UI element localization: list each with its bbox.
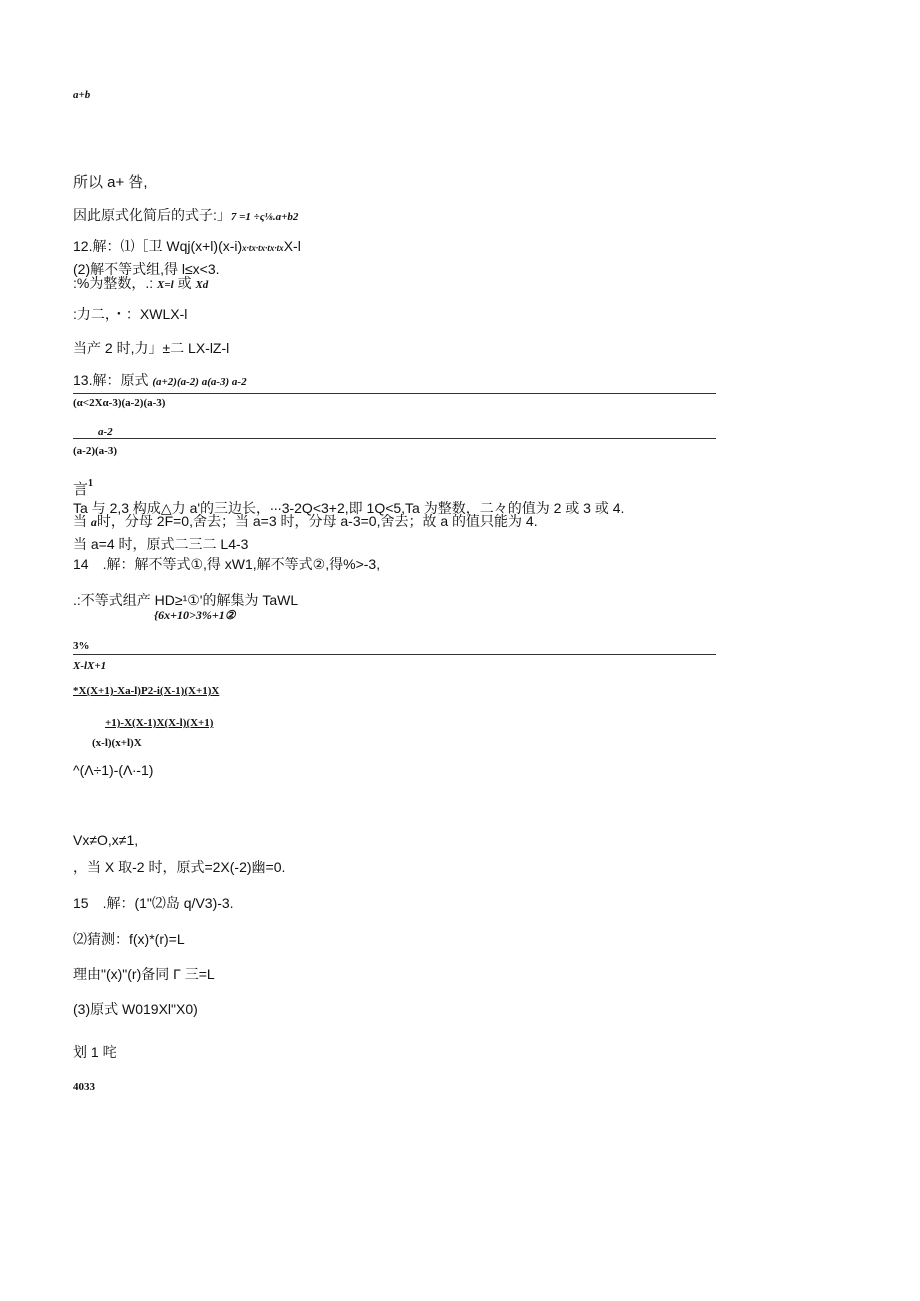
line-caret: ^(Λ÷1)-(Λ∙-1) bbox=[73, 762, 154, 778]
line-integer bbox=[73, 276, 208, 291]
line-li2: :力二，・：XWLX-l bbox=[73, 306, 188, 322]
line-dang-rest: 时，分母 2F=0,舍去；当 a=3 时，分母 a-3=0,舍去；故 a 的值只能为 4. bbox=[96, 513, 538, 529]
line-dang-a: a bbox=[90, 515, 97, 529]
top-fraction: a+b bbox=[73, 89, 91, 101]
line-bdsz: .:不等式组产 HD≥¹①'的解集为 TaWL bbox=[73, 592, 299, 608]
line-xix: X-lX+1 bbox=[73, 660, 107, 672]
line-suoyi: 所以 a+ 咎, bbox=[73, 174, 148, 191]
line-integer-text: :%为整数，.: bbox=[73, 275, 154, 291]
line-13 bbox=[73, 373, 247, 388]
line-integer-x1: X=l bbox=[157, 279, 174, 291]
line-yan-sup: 1 bbox=[88, 478, 94, 489]
line-a2-denominator: (a-2)(a-3) bbox=[73, 445, 117, 457]
line-12-2: (2)解不等式组,得 l≤x<3. bbox=[73, 261, 220, 277]
line-4033: 4033 bbox=[73, 1081, 95, 1093]
line-dangchan: 当产 2 时,力」±二 LX-lZ-l bbox=[73, 340, 230, 356]
line-star: *X(X+1)-Xa-l)P2-i(X-1)(X+1)X bbox=[73, 685, 220, 697]
line-a2-numerator: a-2 bbox=[98, 426, 113, 438]
line-13-numerator: (a+2)(a-2) a(a-3) a-2 bbox=[152, 376, 247, 388]
fraction-bar bbox=[73, 654, 716, 655]
line-yan bbox=[73, 478, 94, 498]
line-15: 15 .解：(1"⑵岛 q/V3)-3. bbox=[73, 895, 234, 911]
line-integer-xd: Xd bbox=[195, 279, 209, 291]
line-ta: Ta 与 2,3 构成△力 a'的三边长，∙∙∙3-2Q<3+2,即 1Q<5,Ta 为整数，二々的值为 2 或 3 或 4. bbox=[73, 500, 625, 516]
line-12 bbox=[73, 239, 301, 253]
line-vx: Vx≠O,x≠1, bbox=[73, 832, 139, 848]
line-guess: ⑵猜测：f(x)*(r)=L bbox=[73, 931, 185, 947]
line-xl: (x-l)(x+l)X bbox=[92, 737, 142, 749]
line-12-tail: X-l bbox=[283, 238, 301, 254]
line-yan-text: 言 bbox=[73, 481, 89, 498]
line-dang-text: 当 bbox=[73, 513, 87, 529]
line-12-text: 12.解：⑴［卫 Wqj(x+l)(x-i) bbox=[73, 238, 243, 254]
line-13-text: 13.解：原式 bbox=[73, 372, 149, 388]
line-a4: 当 a=4 时，原式二三二 L4-3 bbox=[73, 536, 249, 552]
line-13-denominator: (α<2Xα-3)(a-2)(a-3) bbox=[73, 397, 166, 409]
line-yinci-text: 因此原式化简后的式子:」 bbox=[73, 207, 231, 223]
line-integer-or: 或 bbox=[177, 275, 192, 291]
line-dangx: ，当 X 取-2 时，原式=2X(-2)幽=0. bbox=[73, 859, 286, 875]
line-hua: 划 1 咤 bbox=[73, 1044, 117, 1060]
fraction-bar bbox=[73, 438, 716, 439]
line-reason: 理由"(x)"(r)备同 Γ 三=L bbox=[73, 966, 215, 982]
line-14: 14 .解：解不等式①,得 xW1,解不等式②,得%>-3, bbox=[73, 556, 381, 572]
fraction-bar bbox=[73, 393, 716, 394]
line-plus1: +1)-X(X-1)X(X-l)(X+1) bbox=[105, 717, 214, 729]
line-dang bbox=[73, 514, 538, 528]
line-yinci bbox=[73, 208, 298, 223]
line-3: (3)原式 W019Xl"X0) bbox=[73, 1001, 198, 1017]
line-12-expr: x·tx·tx·tx·tx bbox=[242, 243, 284, 253]
line-bdsz-system: {6x+10>3%+1② bbox=[154, 608, 236, 622]
line-yinci-expr: 7 =1 ÷ς⅛.a+b2 bbox=[230, 211, 299, 223]
line-3pct: 3% bbox=[73, 640, 90, 652]
